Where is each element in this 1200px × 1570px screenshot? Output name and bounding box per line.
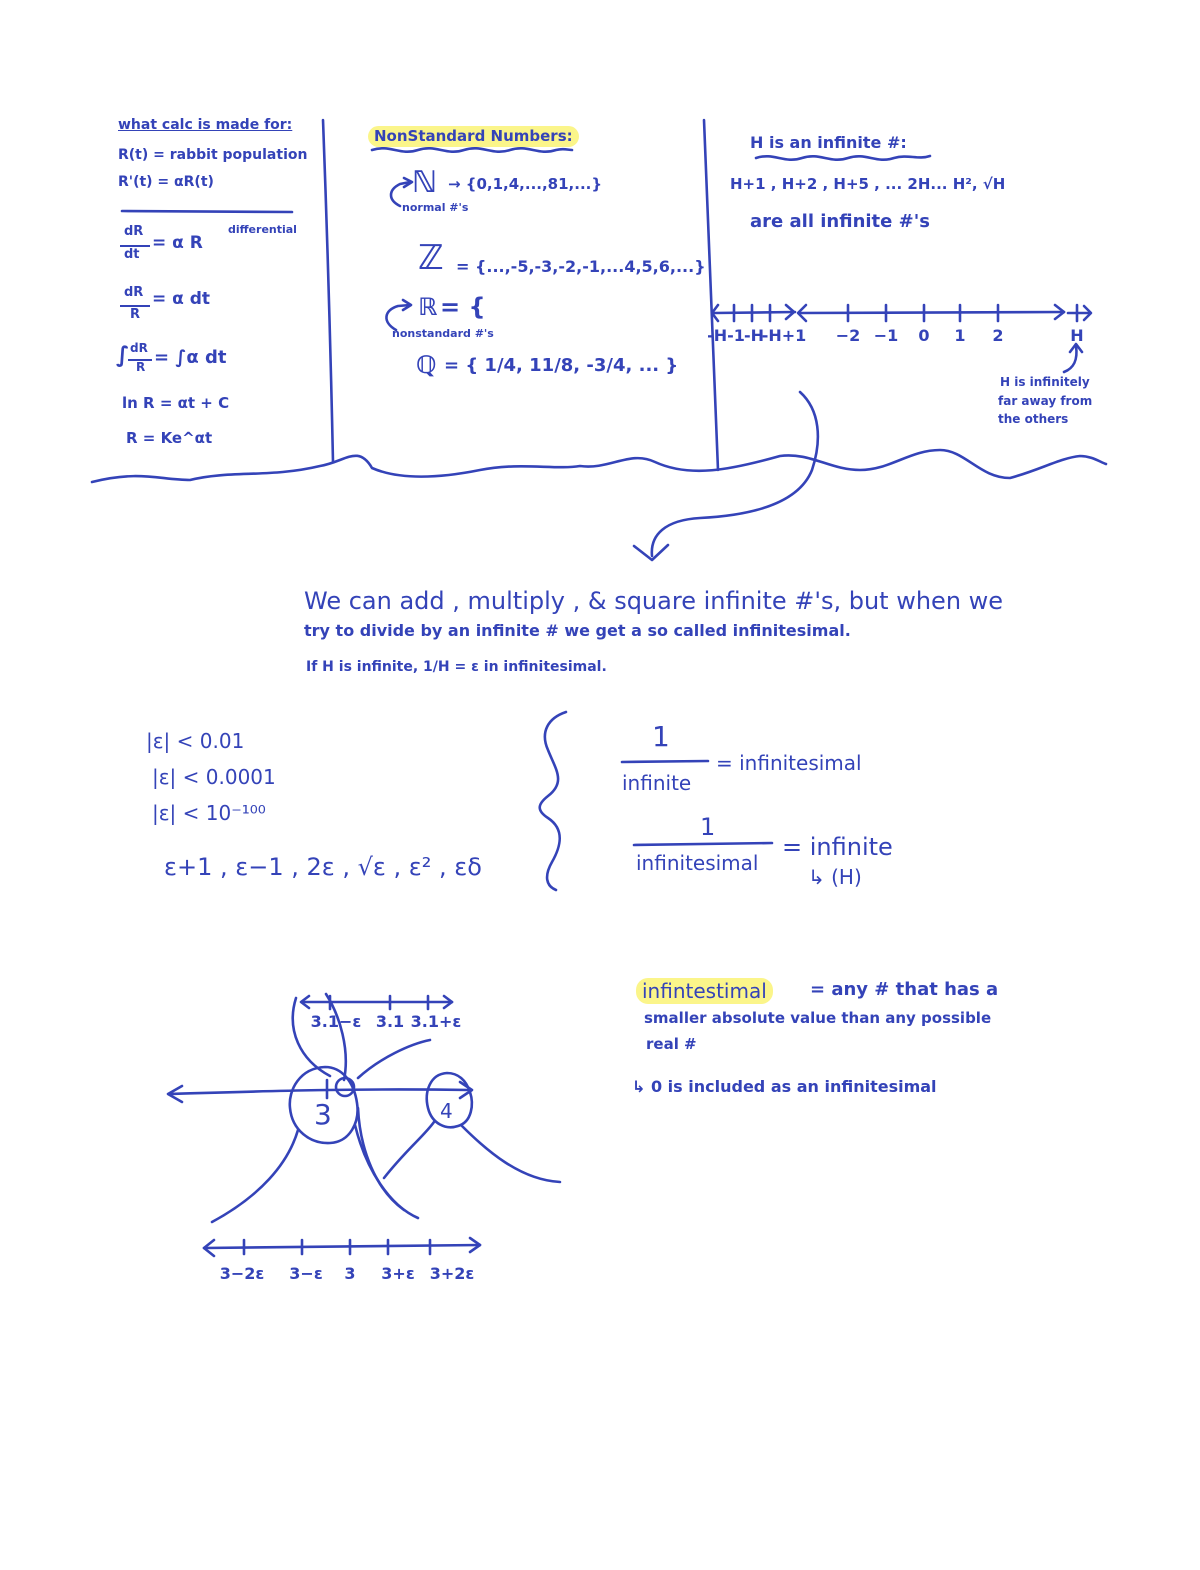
- zoom-center-label-4: 4: [440, 1099, 453, 1123]
- step3-denominator: R: [136, 360, 146, 374]
- definition-line1: = any # that has a: [810, 979, 999, 1000]
- zoom-bottom-tick-label: 3: [344, 1264, 356, 1283]
- zoom-curve-3-down: [358, 1108, 404, 1210]
- section2-heading: NonStandard Numbers:: [368, 126, 579, 147]
- infinite-conclusion: are all infinite #'s: [750, 211, 930, 232]
- zoom-main-axis: [170, 1089, 470, 1094]
- zoom-top-tick-label: 3.1−ε: [310, 1012, 362, 1031]
- rate-equation-line: R'(t) = αR(t): [118, 174, 214, 190]
- definition-note: ↳ 0 is included as an infinitesimal: [632, 1077, 937, 1096]
- step5-solution-line: R = Ke^αt: [126, 429, 213, 447]
- h-note-line2: far away from: [998, 394, 1093, 408]
- rabbit-population-line: R(t) = rabbit population: [118, 147, 308, 163]
- section3-numberline: [714, 312, 795, 313]
- definition-term: infintestimal: [636, 978, 773, 1004]
- fraction2-numerator: 1: [700, 813, 716, 841]
- fraction1-result: = infinitesimal: [716, 751, 862, 775]
- step1-denominator: dt: [124, 247, 140, 262]
- step3-integral-sign: ∫: [116, 343, 130, 368]
- natural-numbers-note: normal #'s: [402, 201, 469, 214]
- reals-symbol: ℝ: [418, 293, 438, 321]
- zoom-cone-top-left: [293, 998, 330, 1076]
- differential-label: differential: [228, 223, 297, 236]
- fraction2-note: ↳ (H): [808, 865, 862, 889]
- column-divider-1: [323, 120, 333, 462]
- fraction1-denominator: infinite: [622, 771, 692, 795]
- definition-line3: real #: [646, 1035, 697, 1053]
- zoom-cone-bottom-right: [355, 1125, 418, 1218]
- numberline-tick-label: 1: [954, 326, 966, 345]
- numberline-tick-label: 2: [992, 326, 1004, 345]
- zoom-curve-4-left: [384, 1122, 434, 1178]
- step1-rhs: = α R: [152, 233, 203, 253]
- zoom-bottom-tick-label: 3+ε: [381, 1264, 415, 1283]
- inequality-line: |ε| < 10⁻¹⁰⁰: [152, 801, 266, 825]
- section2-heading-underline: [372, 148, 572, 151]
- step1-numerator: dR: [124, 224, 144, 239]
- fraction2-result: = infinite: [782, 833, 893, 861]
- fraction-bar-2: [634, 843, 772, 845]
- integers-symbol: ℤ: [418, 238, 444, 278]
- reals-set: = {: [440, 293, 486, 321]
- swoop-arrow: [652, 392, 818, 556]
- step3-numerator: dR: [130, 341, 148, 355]
- numberline-tick-label: -H: [743, 326, 765, 345]
- middle-line1: We can add , multiply , & square infinite #'s, but when we: [304, 587, 1004, 615]
- section1-rule: [122, 211, 292, 212]
- inequality-line: |ε| < 0.01: [146, 729, 245, 753]
- step2-numerator: dR: [124, 285, 144, 300]
- zoom-curve-right: [358, 1040, 430, 1078]
- zoom-bottom-tick-label: 3+2ε: [429, 1264, 475, 1283]
- zoom-cone-bottom-left: [212, 1130, 298, 1222]
- step3-rhs: = ∫α dt: [154, 347, 227, 368]
- numberline-tick-label: H: [1070, 326, 1084, 345]
- numberline-tick-label: -H-1: [707, 326, 745, 345]
- integers-set: = {...,-5,-3,-2,-1,...4,5,6,...}: [456, 257, 706, 276]
- fraction1-numerator: 1: [652, 720, 670, 753]
- numberline-tick-label: -H+1: [761, 326, 807, 345]
- numberline-tick-label: −2: [835, 326, 861, 345]
- zoom-center-label-3: 3: [314, 1098, 332, 1131]
- section3-heading: H is an infinite #:: [750, 133, 907, 152]
- zoom-top-tick-label: 3.1+ε: [410, 1012, 462, 1031]
- wavy-separator: [92, 450, 1106, 482]
- zoom-top-tick-label: 3.1: [375, 1012, 405, 1031]
- reals-note: nonstandard #'s: [392, 327, 494, 340]
- fraction-bar-1: [622, 761, 708, 762]
- natural-numbers-set: → {0,1,4,...,81,...}: [448, 175, 603, 193]
- zoom-bottom-tick-label: 3−2ε: [219, 1264, 265, 1283]
- middle-line2: try to divide by an infinite # we get a so called infinitesimal.: [304, 621, 851, 640]
- h-note-line1: H is infinitely: [1000, 375, 1090, 389]
- step2-denominator: R: [130, 307, 141, 322]
- fraction2-denominator: infinitesimal: [636, 851, 759, 875]
- natural-numbers-symbol: ℕ: [412, 165, 438, 200]
- step2-rhs: = α dt: [152, 289, 211, 309]
- rationals-symbol: ℚ: [416, 351, 437, 379]
- step4-log-line: ln R = αt + C: [122, 394, 230, 412]
- numberline-tick-label: 0: [918, 326, 930, 345]
- numberline-tick-label: −1: [873, 326, 899, 345]
- rationals-set: = { 1/4, 11/8, -3/4, ... }: [444, 355, 679, 376]
- epsilon-examples: ε+1 , ε−1 , 2ε , √ε , ε² , εδ: [164, 853, 482, 881]
- zoom-bottom-tick-label: 3−ε: [289, 1264, 323, 1283]
- column-divider-2: [704, 120, 718, 470]
- definition-line2: smaller absolute value than any possible: [644, 1009, 992, 1027]
- infinite-examples: H+1 , H+2 , H+5 , ... 2H... H², √H: [730, 175, 1006, 193]
- section3-heading-underline: [756, 156, 930, 160]
- middle-line3: If H is infinite, 1/H = ε in infinitesimal.: [306, 659, 607, 675]
- section1-heading: what calc is made for:: [118, 117, 293, 133]
- zoom-curve-4-right: [462, 1126, 560, 1182]
- curly-brace: [540, 712, 566, 890]
- zoom-bottom-numberline: [204, 1245, 480, 1248]
- h-note-line3: the others: [998, 412, 1069, 426]
- inequality-line: |ε| < 0.0001: [152, 765, 276, 789]
